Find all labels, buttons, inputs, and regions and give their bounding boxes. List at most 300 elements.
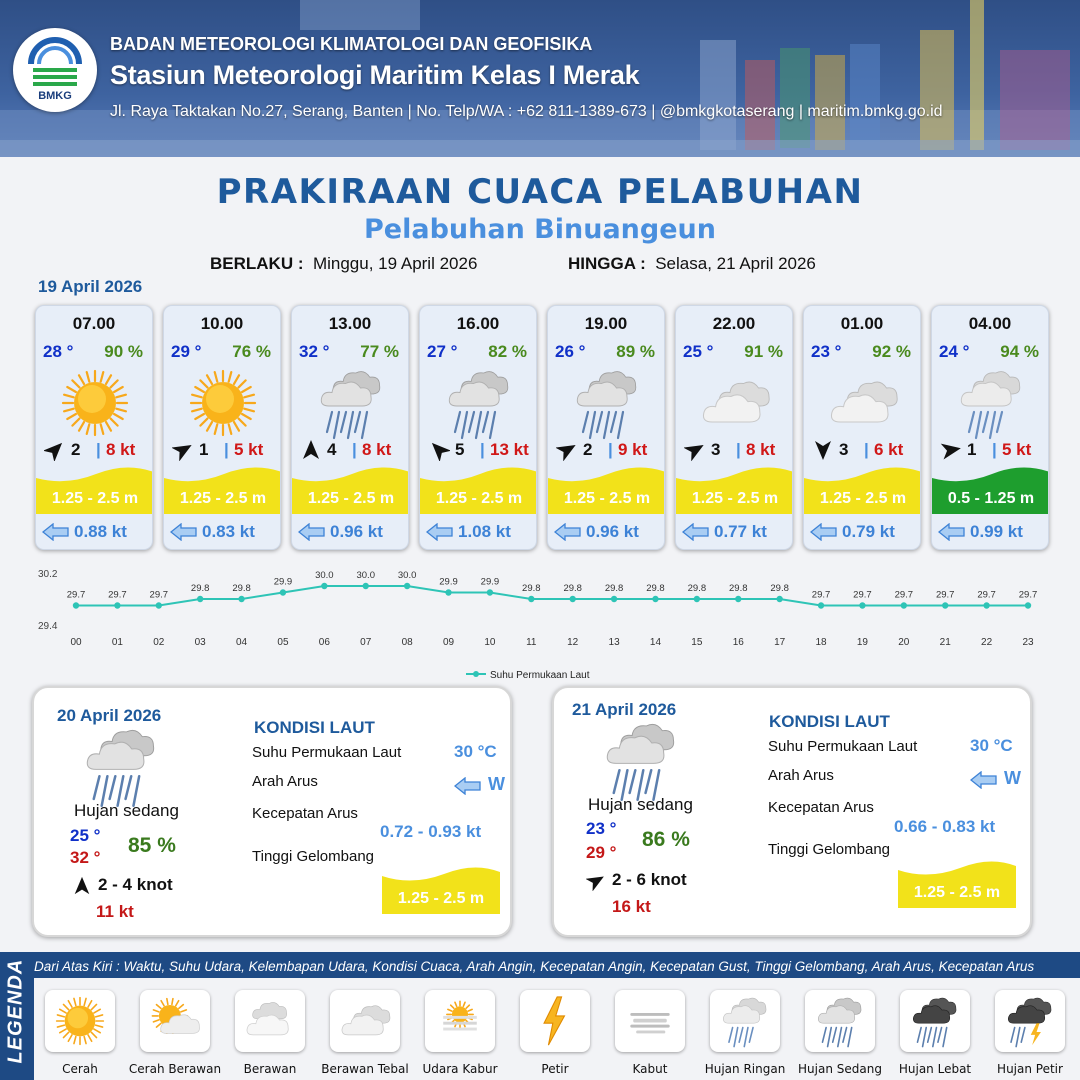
chart-legend-label: Suhu Permukaan Laut — [490, 670, 590, 681]
data-label: 29.8 — [729, 583, 748, 594]
data-point — [735, 596, 741, 602]
weather-condition — [186, 366, 260, 440]
x-tick-label: 00 — [70, 637, 82, 648]
current-info — [938, 520, 1046, 544]
data-label: 29.7 — [977, 589, 996, 601]
legend-label: Hujan Lebat — [898, 1062, 972, 1076]
port-name: Pelabuhan Binuangeun — [364, 214, 716, 245]
forecast-time: 07.00 — [72, 314, 116, 333]
separator: | — [352, 440, 357, 459]
current-direction-icon — [454, 777, 482, 795]
separator: | — [736, 440, 741, 459]
legend-description: Dari Atas Kiri : Waktu, Suhu Udara, Kelembapan Udara, Kondisi Cuaca, Arah Angin, Kecepatan Angin, Kecepatan Gust, Tinggi Gelombang, Arah Arus, Kecepatan Arus — [34, 959, 1035, 974]
data-point — [901, 602, 907, 608]
data-point — [983, 602, 989, 608]
data-label: 29.8 — [522, 583, 541, 594]
legend-item — [45, 990, 115, 1076]
humidity: 89 % — [616, 342, 655, 361]
data-label: 29.7 — [935, 589, 955, 601]
legend-icon-box — [45, 990, 115, 1052]
panel-wave-height: 1.25 - 2.5 m — [397, 890, 485, 907]
data-label: 29.7 — [853, 589, 872, 601]
data-point — [321, 583, 327, 589]
legend-item — [995, 990, 1065, 1076]
separator: | — [96, 440, 101, 459]
heavy-cloud-icon — [698, 366, 772, 440]
gust-speed: 5 kt — [234, 440, 264, 459]
logo-text: BMKG — [38, 90, 72, 102]
current-direction-icon — [682, 523, 710, 541]
humidity: 91 % — [744, 342, 783, 361]
current-info — [554, 520, 662, 544]
legend-label: Udara Kabur — [422, 1062, 498, 1076]
air-temperature: 23 ° — [811, 342, 842, 361]
air-temperature: 25 ° — [683, 342, 714, 361]
wind-info — [44, 439, 148, 461]
weather-condition — [442, 366, 516, 440]
current-info — [298, 520, 406, 544]
wind-direction-icon — [300, 439, 322, 461]
wind-speed: 5 — [455, 440, 465, 459]
current-direction-label: Arah Arus — [252, 773, 318, 790]
daily-forecast-panel — [32, 686, 512, 937]
wave-height-label: Tinggi Gelombang — [768, 841, 891, 858]
separator: | — [480, 440, 485, 459]
header-banner — [0, 0, 1080, 157]
haze-icon — [433, 994, 487, 1048]
forecast-time: 16.00 — [456, 314, 500, 333]
data-label: 29.9 — [273, 576, 293, 588]
panel-temp-max: 29 ° — [586, 843, 617, 862]
data-label: 29.8 — [770, 583, 789, 594]
x-tick-label: 09 — [442, 637, 455, 648]
data-point — [280, 589, 286, 595]
wind-info — [300, 439, 404, 461]
data-label: 29.8 — [646, 583, 665, 594]
current-direction-icon — [42, 523, 70, 541]
legend-label: Hujan Ringan — [704, 1062, 786, 1076]
data-label: 30.0 — [356, 570, 375, 581]
wind-speed: 2 — [583, 440, 593, 459]
data-label: 29.8 — [190, 583, 210, 594]
panel-humidity: 86 % — [642, 828, 690, 851]
x-tick-label: 20 — [898, 637, 910, 648]
y-tick-label: 29.4 — [38, 621, 58, 632]
panel-gust: 11 kt — [96, 902, 134, 921]
legend-label: Cerah — [62, 1062, 98, 1076]
panel-temp-min: 25 ° — [70, 826, 101, 845]
wind-info — [940, 439, 1044, 461]
x-tick-label: 06 — [318, 637, 330, 648]
x-tick-label: 14 — [649, 637, 662, 648]
x-tick-label: 11 — [526, 637, 537, 648]
forecast-time: 04.00 — [968, 314, 1012, 333]
weather-condition — [58, 366, 132, 440]
heavy-cloud-icon — [826, 366, 900, 440]
gust-speed: 13 kt — [490, 440, 529, 459]
valid-to-label: HINGGA : — [568, 254, 646, 273]
heavy-rain-icon — [908, 994, 962, 1048]
legend-label: Kabut — [632, 1062, 668, 1076]
wave-height: 1.25 - 2.5 m — [563, 490, 651, 507]
legend-icon-box — [615, 990, 685, 1052]
daily-forecast-panel — [552, 686, 1032, 937]
legend-icon-box — [235, 990, 305, 1052]
forecast-card — [803, 305, 921, 550]
weather-condition — [826, 366, 900, 440]
wave-height: 0.5 - 1.25 m — [947, 490, 1035, 507]
data-label: 29.7 — [1018, 589, 1038, 601]
data-point — [942, 602, 948, 608]
legend-marker — [473, 671, 479, 677]
sea-condition-title: KONDISI LAUT — [769, 712, 890, 731]
current-speed: 1.08 kt — [458, 522, 511, 541]
legend-label: Hujan Sedang — [798, 1062, 882, 1076]
forecast-time: 22.00 — [712, 314, 756, 333]
legend-item — [321, 990, 409, 1076]
contact-info: Jl. Raya Taktakan No.27, Serang, Banten | No. Telp/WA : +62 811-1389-673 | @bmkgkotaserang | maritim.bmkg.go.id — [110, 103, 943, 120]
x-tick-label: 22 — [981, 637, 993, 648]
data-point — [528, 596, 534, 602]
current-direction — [970, 768, 1040, 792]
wind-direction-icon — [940, 439, 962, 461]
wind-speed: 2 — [71, 440, 81, 459]
separator: | — [608, 440, 613, 459]
day1-date: 19 April 2026 — [38, 277, 143, 296]
current-direction-icon — [810, 523, 838, 541]
legend-icon-box — [330, 990, 400, 1052]
forecast-time: 10.00 — [200, 314, 244, 333]
valid-from — [210, 254, 477, 274]
valid-to-value: Selasa, 21 April 2026 — [655, 254, 816, 273]
humidity: 82 % — [488, 342, 527, 361]
data-point — [569, 596, 575, 602]
current-speed: 0.83 kt — [202, 522, 255, 541]
current-direction-value: W — [488, 774, 505, 794]
gust-speed: 8 kt — [106, 440, 136, 459]
gust-speed: 8 kt — [746, 440, 776, 459]
panel-humidity: 85 % — [128, 834, 176, 857]
panel-wind-arrow — [72, 876, 92, 901]
forecast-time: 13.00 — [328, 314, 372, 333]
data-label: 29.8 — [687, 583, 707, 594]
data-point — [363, 583, 369, 589]
data-label: 29.7 — [811, 589, 831, 601]
data-point — [156, 602, 162, 608]
x-tick-label: 15 — [691, 637, 703, 648]
panel-condition: Hujan sedang — [588, 795, 693, 814]
x-tick-label: 18 — [815, 637, 827, 648]
sea-condition-title: KONDISI LAUT — [254, 718, 375, 737]
data-point — [652, 596, 658, 602]
wind-info — [428, 439, 532, 461]
forecast-time: 19.00 — [584, 314, 628, 333]
gust-speed: 8 kt — [362, 440, 392, 459]
moderate-rain-icon — [79, 724, 163, 808]
forecast-card — [163, 305, 281, 550]
legend-item — [520, 990, 590, 1076]
legend-title: LEGENDA — [4, 958, 27, 1064]
wind-direction-icon — [428, 439, 450, 461]
cloud-icon — [243, 994, 297, 1048]
legend-item — [615, 990, 685, 1076]
legend-icon-box — [995, 990, 1065, 1052]
current-info — [810, 520, 918, 544]
air-temperature: 29 ° — [171, 342, 202, 361]
air-temperature: 27 ° — [427, 342, 458, 361]
air-temperature: 24 ° — [939, 342, 970, 361]
wave-height-label: Tinggi Gelombang — [252, 848, 375, 865]
valid-from-value: Minggu, 19 April 2026 — [312, 254, 478, 273]
light-rain-icon — [718, 994, 772, 1048]
humidity: 76 % — [232, 342, 271, 361]
x-tick-label: 05 — [277, 637, 289, 648]
page-title: PRAKIRAAN CUACA PELABUHAN — [216, 172, 864, 212]
x-tick-label: 07 — [360, 637, 372, 648]
x-tick-label: 16 — [732, 637, 744, 648]
forecast-card — [291, 305, 409, 550]
separator: | — [992, 440, 997, 459]
panel-wind-arrow — [586, 871, 606, 896]
wind-direction-icon — [684, 439, 706, 461]
wind-direction-icon — [44, 439, 66, 461]
current-speed: 0.88 kt — [74, 522, 127, 541]
bmkg-logo — [13, 28, 97, 112]
legend-label: Berawan Tebal — [321, 1062, 409, 1076]
data-point — [487, 589, 493, 595]
bmkg-emblem-icon — [13, 34, 97, 94]
station-name: Stasiun Meteorologi Maritim Kelas I Merak — [110, 60, 640, 90]
data-label: 29.7 — [66, 589, 86, 601]
current-speed: 0.77 kt — [714, 522, 767, 541]
gust-speed: 5 kt — [1002, 440, 1032, 459]
humidity: 90 % — [104, 342, 143, 361]
data-label: 29.7 — [149, 589, 169, 601]
x-tick-label: 12 — [567, 637, 579, 648]
data-point — [818, 602, 824, 608]
legend-item — [422, 990, 498, 1076]
forecast-card — [547, 305, 665, 550]
wind-info — [556, 439, 660, 461]
current-speed: 0.96 kt — [586, 522, 639, 541]
wind-direction-icon — [72, 876, 92, 896]
panel-temp-min: 23 ° — [586, 819, 617, 838]
wave-height: 1.25 - 2.5 m — [691, 490, 779, 507]
data-label: 29.9 — [439, 576, 458, 588]
x-tick-label: 08 — [401, 637, 413, 648]
x-tick-label: 21 — [939, 637, 951, 648]
x-tick-label: 01 — [111, 637, 123, 648]
current-direction-value: W — [1004, 768, 1021, 788]
legend-item — [128, 990, 222, 1076]
wave-height: 1.25 - 2.5 m — [179, 490, 267, 507]
x-tick-label: 04 — [236, 637, 248, 648]
panel-gust: 16 kt — [612, 897, 651, 916]
valid-to — [568, 254, 816, 274]
sst-value: 30 °C — [970, 736, 1013, 755]
current-info — [426, 520, 534, 544]
moderate-rain-icon — [442, 366, 516, 440]
data-point — [238, 596, 244, 602]
wind-info — [684, 439, 788, 461]
sst-value: 30 °C — [454, 742, 497, 761]
data-point — [445, 589, 451, 595]
gust-speed: 9 kt — [618, 440, 648, 459]
legend-icon-box — [900, 990, 970, 1052]
sun-icon — [53, 994, 107, 1048]
weather-condition — [570, 366, 644, 440]
moderate-rain-icon — [813, 994, 867, 1048]
current-direction-icon — [426, 523, 454, 541]
current-speed: 0.99 kt — [970, 522, 1023, 541]
panel-wind-speed: 2 - 4 knot — [98, 875, 173, 894]
separator: | — [864, 440, 869, 459]
data-label: 29.7 — [108, 589, 127, 601]
data-label: 29.8 — [232, 583, 251, 594]
current-direction — [454, 774, 524, 798]
legend-label: Hujan Petir — [997, 1062, 1063, 1076]
legend-item — [900, 990, 970, 1076]
weather-condition — [698, 366, 772, 440]
x-tick-label: 03 — [194, 637, 206, 648]
legend-label: Berawan — [243, 1062, 297, 1076]
data-point — [694, 596, 700, 602]
fog-icon — [623, 994, 677, 1048]
legend-icon-box — [520, 990, 590, 1052]
wind-speed: 1 — [967, 440, 977, 459]
lightning-icon — [528, 994, 582, 1048]
legend-item — [235, 990, 305, 1076]
x-tick-label: 13 — [608, 637, 620, 648]
current-speed-value: 0.66 - 0.83 kt — [894, 817, 996, 836]
data-point — [611, 596, 617, 602]
data-point — [114, 602, 120, 608]
current-direction-icon — [938, 523, 966, 541]
data-label: 30.0 — [315, 570, 334, 581]
wind-direction-icon — [812, 439, 834, 461]
legend-icon-box — [140, 990, 210, 1052]
weather-condition — [314, 366, 388, 440]
legend-label: Petir — [541, 1062, 569, 1076]
sst-label: Suhu Permukaan Laut — [768, 738, 918, 755]
data-label: 30.0 — [397, 570, 417, 581]
air-temperature: 28 ° — [43, 342, 74, 361]
data-label: 29.8 — [563, 583, 582, 594]
forecast-card — [35, 305, 153, 550]
current-info — [170, 520, 278, 544]
data-point — [197, 596, 203, 602]
heavy-cloud-icon — [338, 994, 392, 1048]
data-label: 29.9 — [480, 576, 500, 588]
data-point — [859, 602, 865, 608]
data-point — [404, 583, 410, 589]
data-point — [73, 602, 79, 608]
sst-series-line — [76, 586, 1028, 606]
x-tick-label: 17 — [774, 637, 786, 648]
wind-speed: 3 — [711, 440, 721, 459]
forecast-card — [675, 305, 793, 550]
wind-speed: 1 — [199, 440, 209, 459]
weather-condition — [954, 366, 1028, 440]
panel-date: 20 April 2026 — [57, 706, 162, 725]
panel-weather-icon — [599, 718, 685, 798]
sun-icon — [186, 366, 260, 440]
legend-icon-box — [710, 990, 780, 1052]
current-direction-label: Arah Arus — [768, 767, 834, 784]
wave-height: 1.25 - 2.5 m — [51, 490, 139, 507]
agency-name: BADAN METEOROLOGI KLIMATOLOGI DAN GEOFISIKA — [110, 34, 593, 54]
legend-icon-box — [805, 990, 875, 1052]
sst-label: Suhu Permukaan Laut — [252, 744, 402, 761]
current-speed-value: 0.72 - 0.93 kt — [380, 822, 482, 841]
data-point — [776, 596, 782, 602]
data-label: 29.7 — [894, 589, 914, 601]
current-direction-icon — [298, 523, 326, 541]
legend-item — [704, 990, 786, 1076]
legend-icon-box — [425, 990, 495, 1052]
moderate-rain-icon — [599, 718, 683, 802]
panel-date: 21 April 2026 — [572, 700, 677, 719]
x-tick-label: 23 — [1022, 637, 1034, 648]
forecast-card — [931, 305, 1049, 550]
wind-direction-icon — [556, 439, 578, 461]
wave-height: 1.25 - 2.5 m — [307, 490, 395, 507]
humidity: 92 % — [872, 342, 911, 361]
panel-weather-icon — [79, 724, 165, 804]
current-speed-label: Kecepatan Arus — [768, 799, 874, 816]
wind-speed: 3 — [839, 440, 849, 459]
data-label: 29.8 — [604, 583, 624, 594]
x-tick-label: 19 — [856, 637, 868, 648]
sun-icon — [58, 366, 132, 440]
panel-temp-max: 32 ° — [70, 848, 101, 867]
forecast-time: 01.00 — [840, 314, 884, 333]
wind-direction-icon — [586, 871, 606, 891]
current-direction-icon — [170, 523, 198, 541]
x-tick-label: 10 — [484, 637, 496, 648]
valid-from-label: BERLAKU : — [210, 254, 304, 273]
moderate-rain-icon — [570, 366, 644, 440]
current-direction-icon — [970, 771, 998, 789]
current-info — [682, 520, 790, 544]
x-tick-label: 02 — [153, 637, 165, 648]
legend-label: Cerah Berawan — [128, 1062, 222, 1076]
wave-height: 1.25 - 2.5 m — [435, 490, 523, 507]
wave-height: 1.25 - 2.5 m — [819, 490, 907, 507]
current-speed: 0.96 kt — [330, 522, 383, 541]
air-temperature: 32 ° — [299, 342, 330, 361]
wind-info — [812, 439, 916, 461]
panel-wind-speed: 2 - 6 knot — [612, 870, 687, 889]
humidity: 94 % — [1000, 342, 1039, 361]
y-tick-label: 30.2 — [38, 569, 58, 580]
sun-cloud-icon — [148, 994, 202, 1048]
thunderstorm-icon — [1003, 994, 1057, 1048]
legend-item — [798, 990, 882, 1076]
wind-direction-icon — [172, 439, 194, 461]
current-speed-label: Kecepatan Arus — [252, 805, 358, 822]
sst-line-chart — [30, 563, 1050, 685]
current-direction-icon — [554, 523, 582, 541]
air-temperature: 26 ° — [555, 342, 586, 361]
current-speed: 0.79 kt — [842, 522, 895, 541]
current-info — [42, 520, 150, 544]
gust-speed: 6 kt — [874, 440, 904, 459]
wind-speed: 4 — [327, 440, 337, 459]
moderate-rain-icon — [314, 366, 388, 440]
separator: | — [224, 440, 229, 459]
light-rain-icon — [954, 366, 1028, 440]
